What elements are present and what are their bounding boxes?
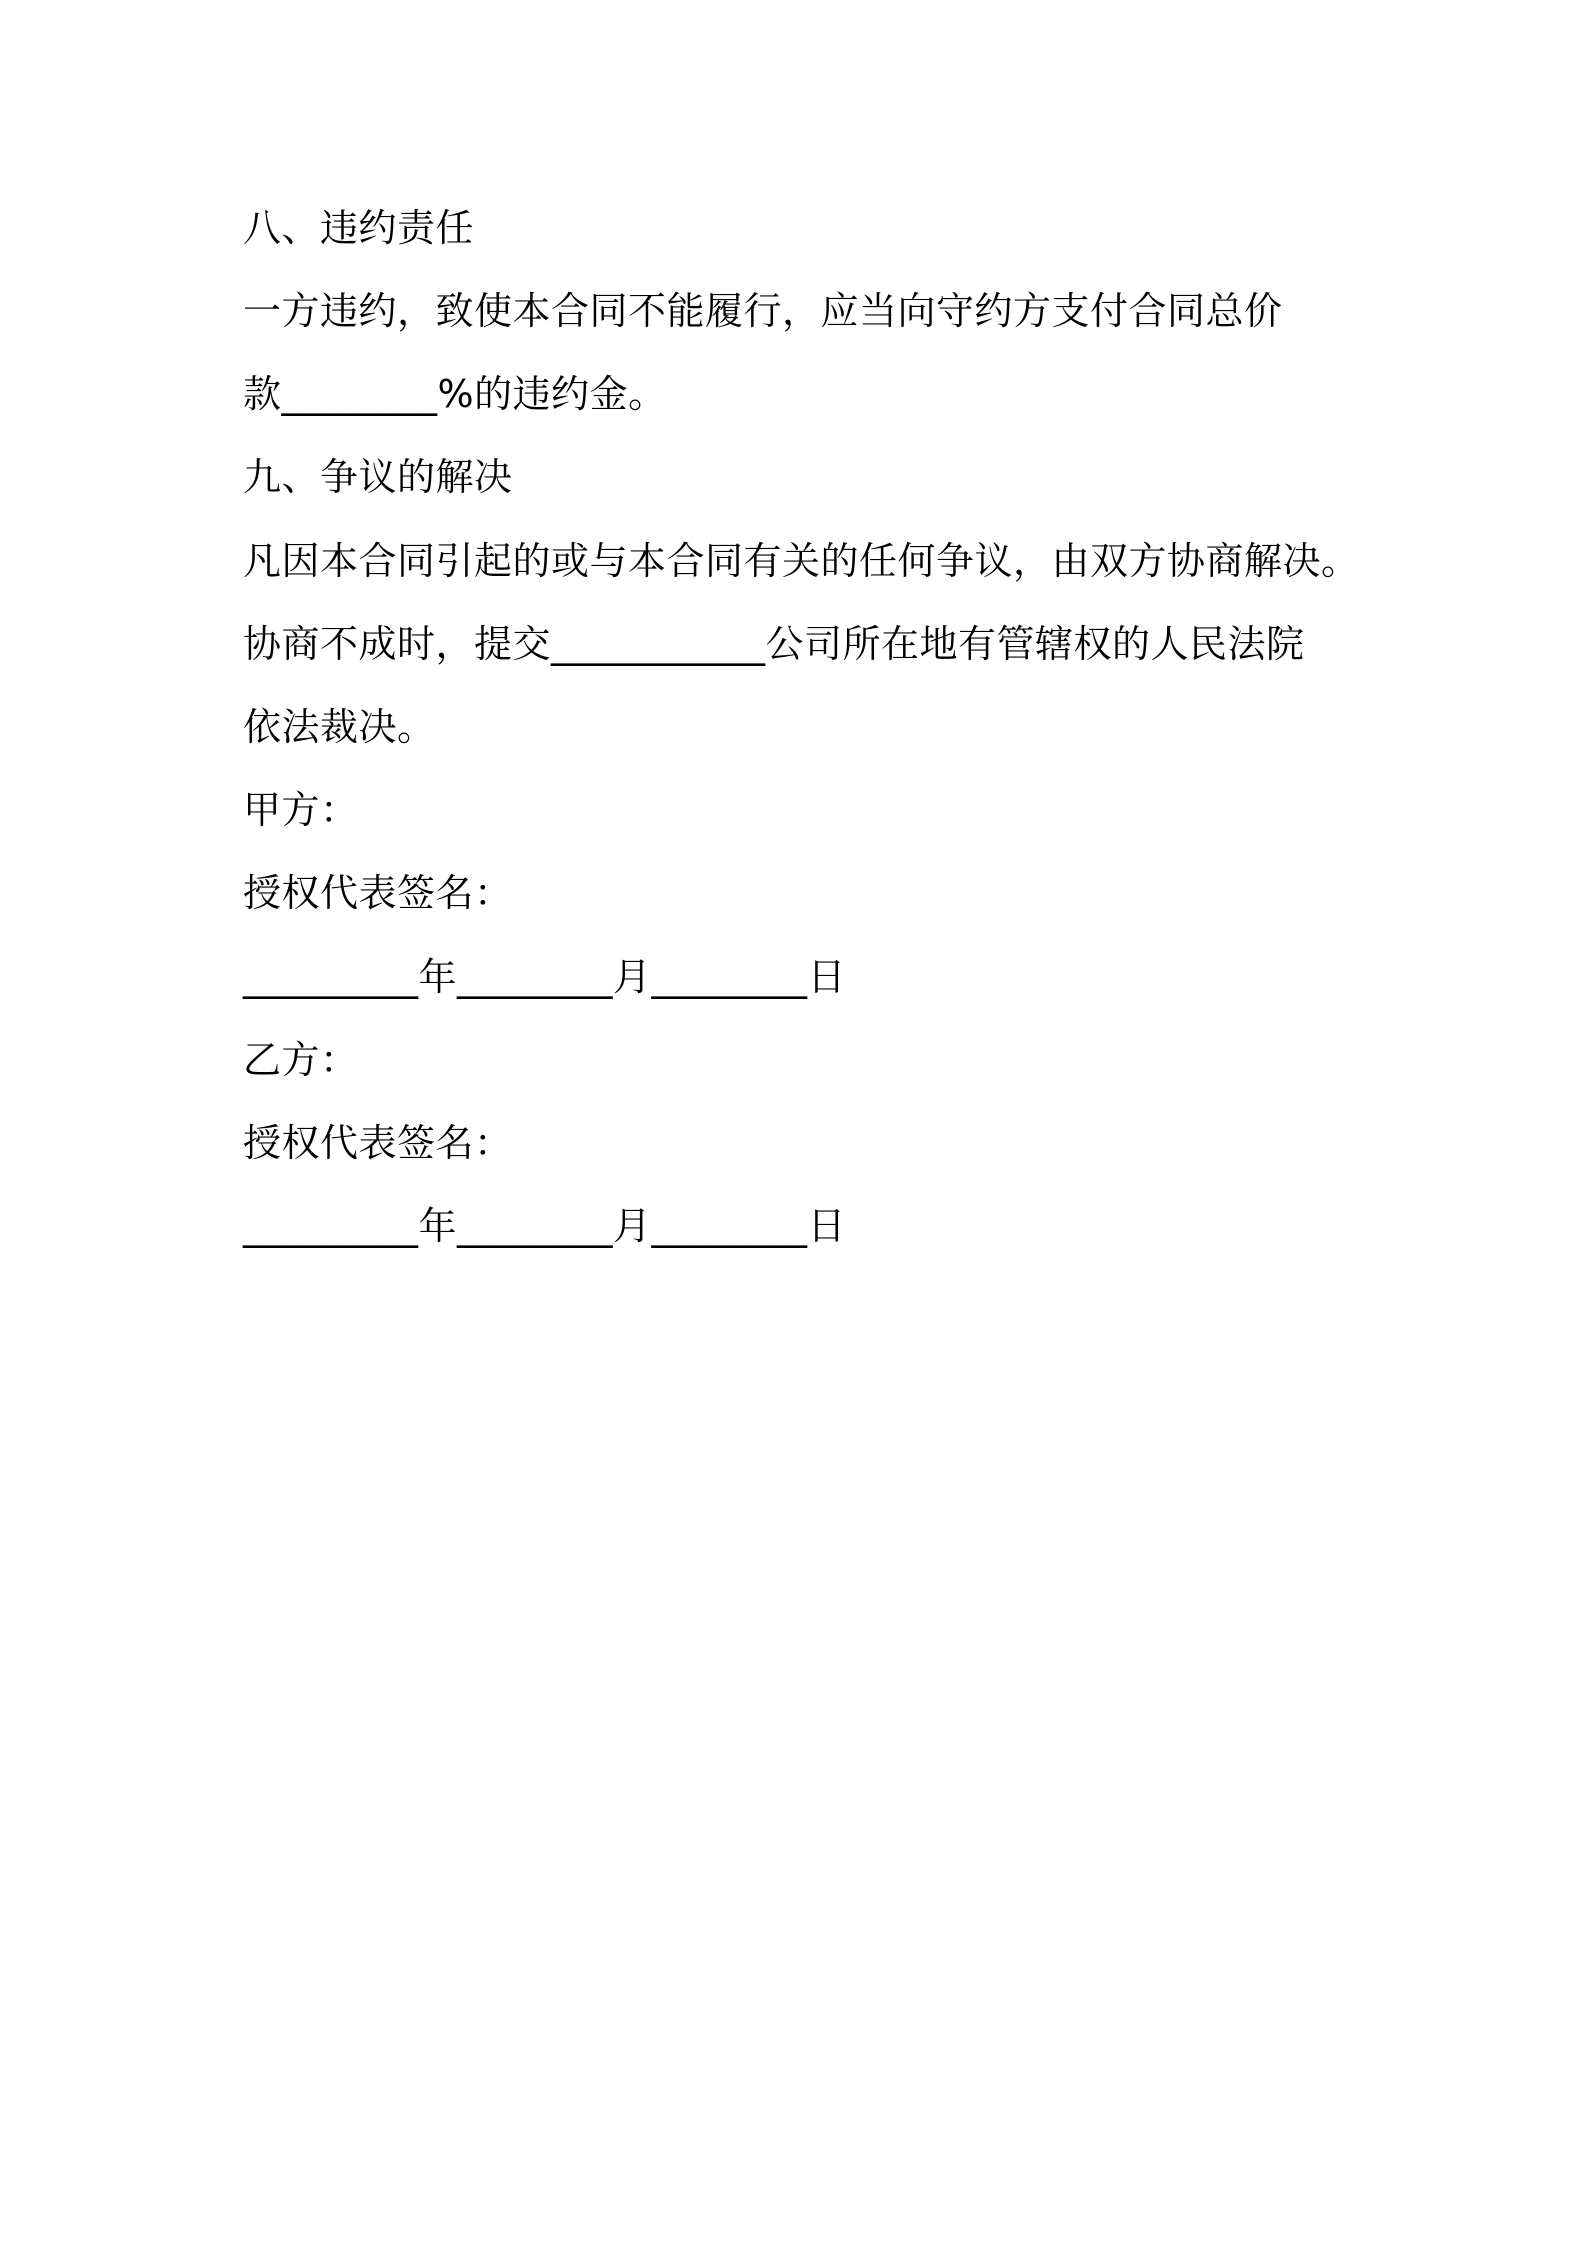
section-8-heading: 八、违约责任 <box>243 206 475 250</box>
party-b-date-line: _________年________月________日 <box>243 1204 847 1248</box>
party-a-date-line: _________年________月________日 <box>243 955 847 999</box>
party-a-label: 甲方： <box>243 788 359 832</box>
section-9-text-line-3: 依法裁决。 <box>243 705 436 749</box>
section-9-text-line-1: 凡因本合同引起的或与本合同有关的任何争议，由双方协商解决。 <box>243 539 1360 583</box>
section-9-text-line-2: 协商不成时，提交___________公司所在地有管辖权的人民法院 <box>243 622 1305 666</box>
party-b-signature-label: 授权代表签名： <box>243 1121 513 1165</box>
section-8-text-line-1: 一方违约，致使本合同不能履行，应当向守约方支付合同总价 <box>243 289 1283 333</box>
party-b-label: 乙方： <box>243 1038 359 1082</box>
section-9-heading: 九、争议的解决 <box>243 455 513 499</box>
section-8-text-line-2: 款________%的违约金。 <box>243 372 667 416</box>
party-a-signature-label: 授权代表签名： <box>243 871 513 915</box>
